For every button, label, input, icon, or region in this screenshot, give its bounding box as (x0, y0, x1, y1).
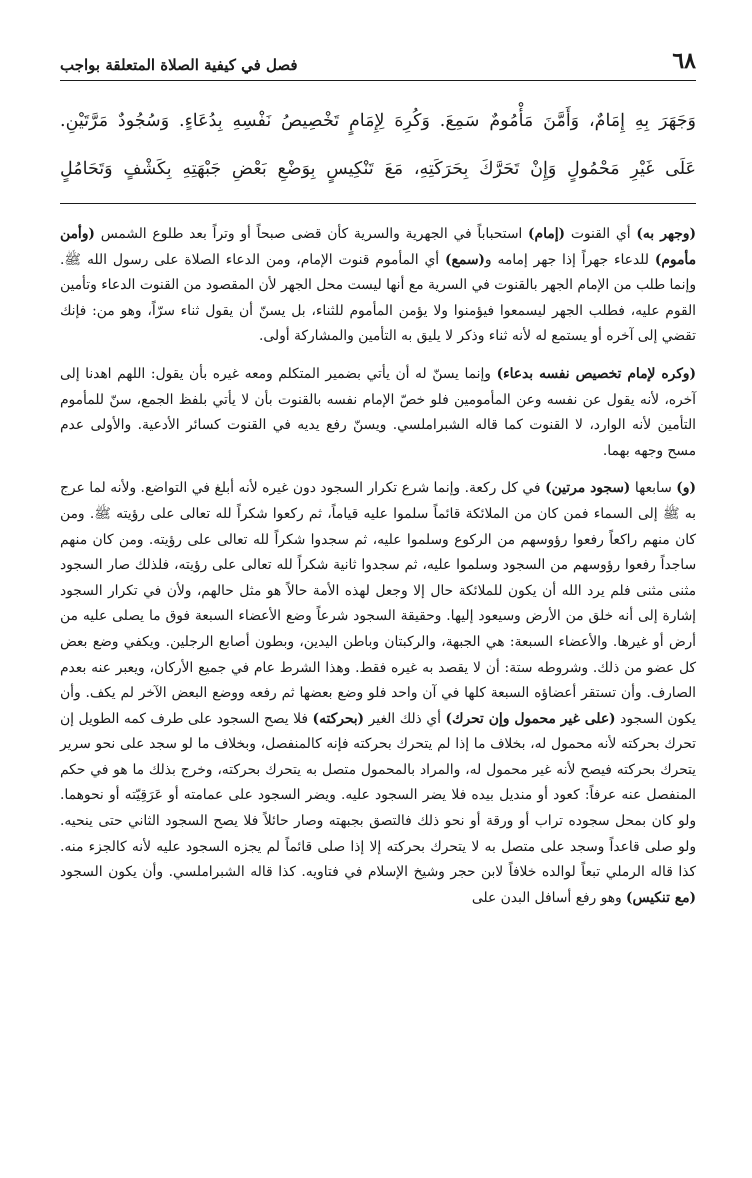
book-page (60, 40, 696, 911)
running-title: فصل في كيفية الصلاة المتعلقة بواجب (60, 56, 298, 74)
commentary-paragraph-sujud (60, 476, 696, 911)
matn-quote: (سجود مرتين) (545, 480, 631, 497)
page-header (60, 40, 696, 81)
commentary-paragraph-imam-dua (60, 362, 696, 464)
commentary-text: فلا يصح السجود على طرف كمه الطويل إن تحرك بحركته لأنه محمول له، بخلاف ما إذا لم يتحرك بحركته فإنه كالمنفصل، وبخلاف ما لو سجد على نحو سرير يتحرك بحركته فيصح لأنه غير محمول له، والمراد بالمحمول متصل به يتحرك بحركته، وخرج بذلك ما هو في حكم المنفصل عنه عرفاً: كعود أو منديل بيده فلا يضر السجود عليه. ويضر السجود على عمامته أو عَرَقِيّته أو نحوهما. ولو كان بمحل سجوده تراب أو ورقة أو نحو ذلك فالتصق بجبهته وصار حائلاً فلا يصح السجود الثاني حتى ينحيه. ولو صلى قاعداً وسجد على متصل به لا يتحرك بحركته إلا إذا صلى قائماً لم يجزه السجود عليه لأنه كالجزء منه. كذا قاله الرملي تبعاً لوالده خلافاً لابن حجر وشيخ الإسلام في فتاويه. كذا قاله الشبراملسي. وأن يكون السجود (60, 710, 696, 881)
commentary-text: للدعاء جهراً إذا جهر إمامه و (484, 251, 655, 268)
matn-text (60, 97, 696, 204)
commentary-text: أي ذلك الغير (364, 710, 446, 727)
commentary-text: وإنما يسنّ له أن يأتي بضمير المتكلم ومعه غيره بأن يقول: اللهم اهدنا إلى آخره، لأنه يقول عن نفسه وعن المأمومين فلو خصّ الإمام نفسه بالقنوت بأن لا يأتي بلفظ الجمع، سنّ للمأموم التأمين لأنه الوارد، لا القنوت كما قاله الشبراملسي. ويسنّ رفع يديه في القنوت كسائر الأدعية. والأولى عدم مسح وجهه بهما. (60, 365, 696, 459)
commentary-text: أي المأموم قنوت الإمام، ومن الدعاء الصلاة على رسول الله ﷺ. وإنما طلب من الإمام الجهر بالقنوت في السرية مع أنها ليست محل الجهر لأن المقصود من القنوت الدعاء وتأمين القوم عليه، فطلب الجهر ليسمعوا فيؤمنوا ولا يؤمن المأموم للثناء، بل يسنّ أن يقول ثناء سرّاً، وهو من: فإنك تقضي إلى آخره أو يستمع له لأنه ثناء وذكر لا يليق به التأمين والمشاركة أولى. (60, 251, 696, 345)
commentary-paragraph-qunut-jahr (60, 222, 696, 350)
matn-quote: (وأمن مأموم) (60, 226, 696, 268)
commentary-text: في كل ركعة. وإنما شرع تكرار السجود دون غيره لأنه أبلغ في التواضع. ولأنه لما عرج به ﷺ إلى السماء فمن كان من الملائكة قائماً سلموا عليه قياماً، ثم ركعوا شكراً لله تعالى على رؤيته ﷺ. ومن كان منهم راكعاً رفعوا رؤوسهم من الركوع وسلموا عليه، ثم سجدوا شكراً لله تعالى على رؤيته. ومن كان منهم ساجداً رفعوا رؤوسهم من السجود وسلموا عليه، ثم سجدوا ثانية شكراً لله تعالى على رؤيته، فلذلك صار السجود مثنى مثنى فلم يرد الله أن يكون للملائكة حال إلا وجعل لهذه الأمة حالاً هو مثل حالهم، ولأن في تكرار السجود إشارة إلى أنه خلق من الأرض وسيعود إليها. وحقيقة السجود شرعاً وضع الأعضاء السبعة فوق ما يصلى عليه من أرض أو غيرها. والأعضاء السبعة: هي الجبهة، والركبتان وباطن اليدين، وبطون أصابع الرجلين. ويكفي وضع بعض كل عضو من ذلك. وشروطه ستة: أن لا يقصد به غيره فقط. وهذا الشرط عام في جميع الأركان، ويعبر عنه بعدم الصارف. وأن تستقر أعضاؤه السبعة كلها في آن واحد فلو وضع بعضها ثم رفعه ووضع البعض الآخر لم يكف. وأن يكون السجود (60, 480, 696, 727)
matn-quote: (وكره لإمام تخصيص نفسه بدعاء) (496, 365, 696, 382)
commentary-text: سابعها (630, 480, 677, 497)
commentary-text: وهو رفع أسافل البدن على (471, 889, 627, 906)
commentary-text: استحباباً في الجهرية والسرية كأن قضى صبحاً أو وتراً بعد طلوع الشمس (94, 226, 529, 242)
matn-quote: (إمام) (528, 226, 566, 242)
matn-quote: (وجهر به) (636, 226, 696, 242)
matn-quote: (بحركته) (312, 710, 365, 727)
matn-line: عَلَى غَيْرِ مَحْمُولٍ وَإِنْ تَحَرَّكَ بِحَرَكَتِهِ، مَعَ تَنْكِيسٍ بِوَضْعِ بَعْضِ جَبْهَتِهِ بِكَشْفٍ وَتَحَامُلٍ (60, 159, 696, 179)
matn-quote: (على غير محمول وإن تحرك) (445, 710, 616, 727)
matn-quote: (و) (676, 480, 696, 497)
commentary (60, 222, 696, 911)
matn-quote: (مع تنكيس) (626, 889, 696, 906)
matn-line: وَجَهَرَ بِهِ إِمَامٌ، وَأَمَّنَ مَأْمُومٌ سَمِعَ. وَكُرِهَ لِإِمَامٍ تَخْصِيصُ نَفْسِهِ بِدُعَاءٍ. وَسُجُودٌ مَرَّتَيْنِ. (60, 111, 696, 131)
page-number: ٦٨ (672, 48, 696, 74)
matn-quote: (سمع) (444, 251, 485, 268)
commentary-text: أي القنوت (565, 226, 637, 242)
